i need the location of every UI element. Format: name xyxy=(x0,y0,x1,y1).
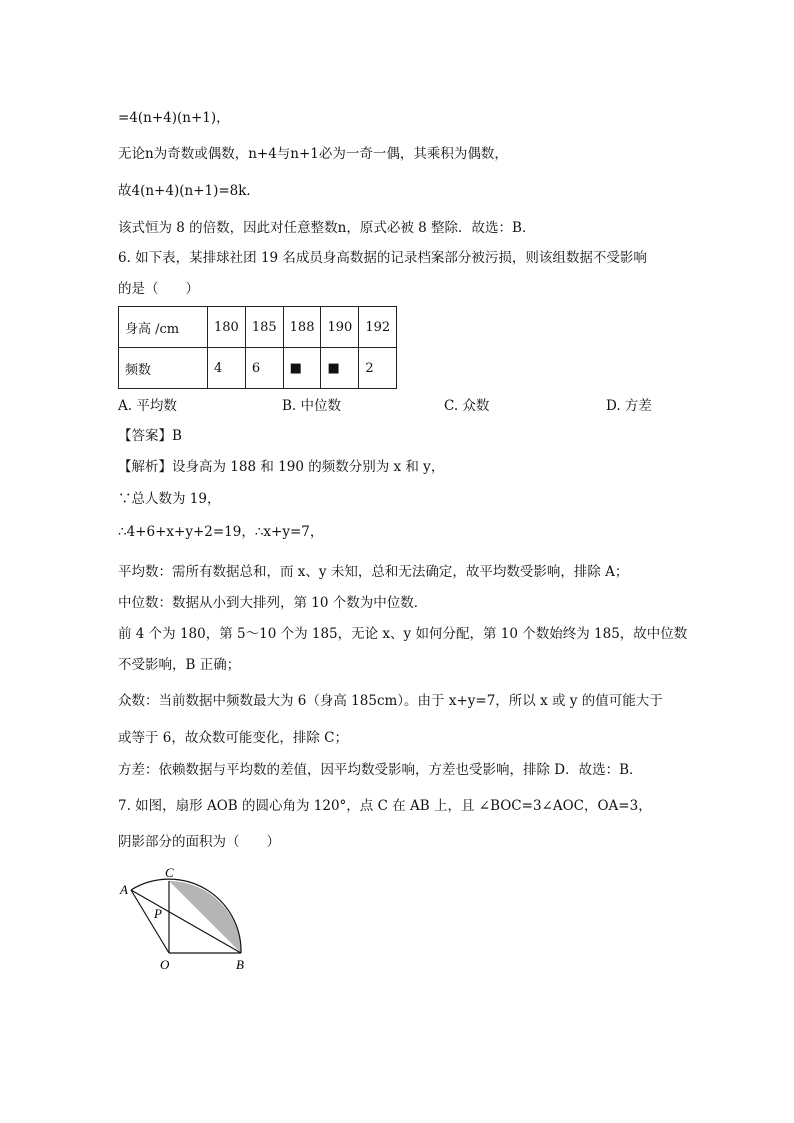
answer-label: 【答案】B xyxy=(118,428,182,444)
analysis-line: 或等于 6，故众数可能变化，排除 C； xyxy=(118,730,349,746)
label-p: P xyxy=(154,906,162,921)
shaded-region xyxy=(169,881,241,953)
label-a: A xyxy=(120,882,128,897)
height-frequency-table xyxy=(118,306,397,389)
table-cell: ■ xyxy=(283,348,321,389)
label-o: O xyxy=(160,957,170,972)
solution-line-2: 无论n为奇数或偶数，n+4与n+1必为一奇一偶，其乘积为偶数， xyxy=(118,146,508,162)
table-cell: 185 xyxy=(245,307,283,348)
table-cell: 4 xyxy=(208,348,246,389)
solution-line-1: =4(n+4)(n+1)， xyxy=(118,110,230,126)
question-6-stem-line-1: 6. 如下表，某排球社团 19 名成员身高数据的记录档案部分被污损，则该组数据不受影响 xyxy=(118,250,647,266)
sector-figure xyxy=(112,862,272,982)
question-7-stem-line-1: 7. 如图，扇形 AOB 的圆心角为 120°，点 C 在 AB 上，且 ∠BOC=3∠AOC，OA=3， xyxy=(118,798,652,814)
analysis-line: 平均数：需所有数据总和，而 x、y 未知，总和无法确定，故平均数受影响，排除 A； xyxy=(118,564,629,580)
analysis-line: 不受影响，B 正确； xyxy=(118,657,241,673)
table-cell: 192 xyxy=(359,307,397,348)
label-c: C xyxy=(165,865,174,880)
analysis-line: 【解析】设身高为 188 和 190 的频数分别为 x 和 y， xyxy=(118,459,445,475)
analysis-line: ∴4+6+x+y+2=19，∴x+y=7， xyxy=(118,524,324,540)
solution-line-4: 该式恒为 8 的倍数，因此对任意整数n，原式必被 8 整除．故选：B． xyxy=(118,220,536,236)
analysis-line: 中位数：数据从小到大排列，第 10 个数为中位数． xyxy=(118,595,428,611)
table-row xyxy=(119,348,397,389)
label-b: B xyxy=(236,957,244,972)
table-row xyxy=(119,307,397,348)
question-7-stem-line-2: 阴影部分的面积为（ ） xyxy=(118,834,280,850)
option-a: A. 平均数 xyxy=(118,398,177,414)
analysis-line: 方差：依赖数据与平均数的差值，因平均数受影响，方差也受影响，排除 D．故选：B． xyxy=(118,762,643,778)
table-cell: 2 xyxy=(359,348,397,389)
table-cell: 身高 /cm xyxy=(119,307,208,348)
option-d: D. 方差 xyxy=(606,398,652,414)
solution-line-3: 故4(n+4)(n+1)=8k． xyxy=(118,183,260,199)
option-b: B. 中位数 xyxy=(282,398,342,414)
analysis-line: 前 4 个为 180，第 5～10 个为 185，无论 x、y 如何分配，第 10 个数始终为 185，故中位数 xyxy=(118,626,688,642)
table-cell: 6 xyxy=(245,348,283,389)
table-cell: 190 xyxy=(321,307,359,348)
table-cell: ■ xyxy=(321,348,359,389)
option-c: C. 众数 xyxy=(444,398,490,414)
table-cell: 180 xyxy=(208,307,246,348)
question-6-stem-line-2: 的是（ ） xyxy=(118,281,199,297)
analysis-line: ∵总人数为 19， xyxy=(118,491,221,507)
table-cell: 188 xyxy=(283,307,321,348)
radius-oa xyxy=(131,890,169,953)
table-cell: 频数 xyxy=(119,348,208,389)
analysis-line: 众数：当前数据中频数最大为 6（身高 185cm）。由于 x+y=7，所以 x 或 y 的值可能大于 xyxy=(118,693,663,709)
